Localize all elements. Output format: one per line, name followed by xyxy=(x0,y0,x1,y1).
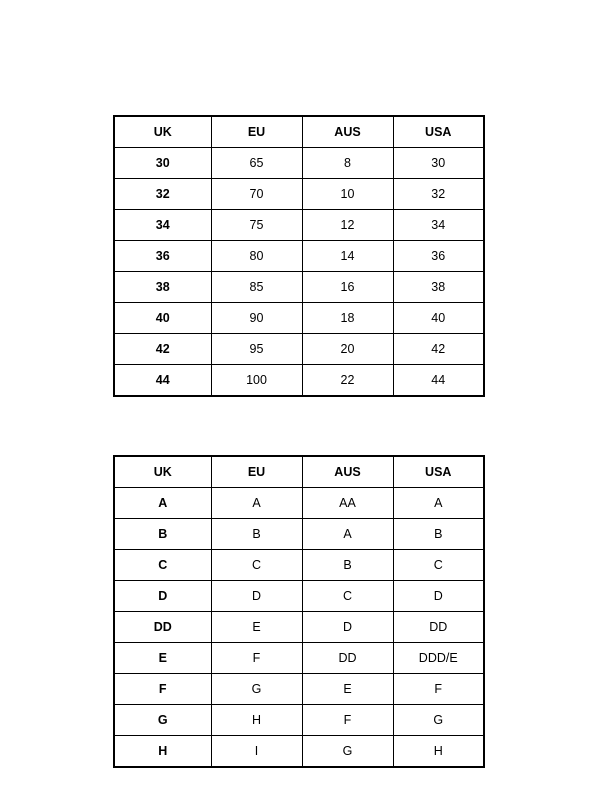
table-row xyxy=(114,550,484,581)
table-header-row xyxy=(114,456,484,488)
cell-eu: I xyxy=(211,736,302,768)
table-row xyxy=(114,303,484,334)
cell-uk: 44 xyxy=(114,365,211,397)
cell-usa: A xyxy=(393,488,484,519)
table-row xyxy=(114,736,484,768)
cell-usa: 44 xyxy=(393,365,484,397)
cell-uk: 32 xyxy=(114,179,211,210)
cell-aus: 18 xyxy=(302,303,393,334)
cell-uk: F xyxy=(114,674,211,705)
cell-uk: D xyxy=(114,581,211,612)
cell-usa: 30 xyxy=(393,148,484,179)
cell-uk: B xyxy=(114,519,211,550)
cell-aus: 16 xyxy=(302,272,393,303)
table-row xyxy=(114,179,484,210)
cell-uk: 40 xyxy=(114,303,211,334)
cell-uk: 30 xyxy=(114,148,211,179)
table-row xyxy=(114,581,484,612)
band-size-table-container xyxy=(113,115,485,397)
cell-eu: 85 xyxy=(211,272,302,303)
table-header-row xyxy=(114,116,484,148)
table-row xyxy=(114,272,484,303)
cell-usa: 40 xyxy=(393,303,484,334)
table-row xyxy=(114,612,484,643)
cell-aus: AA xyxy=(302,488,393,519)
band-size-table-head xyxy=(114,116,484,148)
band-size-table-body xyxy=(114,148,484,397)
cell-uk: 36 xyxy=(114,241,211,272)
cell-aus: F xyxy=(302,705,393,736)
cell-uk: G xyxy=(114,705,211,736)
cell-aus: A xyxy=(302,519,393,550)
column-header-usa: USA xyxy=(393,456,484,488)
cell-uk: H xyxy=(114,736,211,768)
cell-eu: F xyxy=(211,643,302,674)
cell-usa: 42 xyxy=(393,334,484,365)
table-row xyxy=(114,705,484,736)
table-row xyxy=(114,365,484,397)
cell-aus: 8 xyxy=(302,148,393,179)
cell-eu: A xyxy=(211,488,302,519)
column-header-eu: EU xyxy=(211,116,302,148)
cell-aus: 14 xyxy=(302,241,393,272)
table-row xyxy=(114,488,484,519)
cell-usa: H xyxy=(393,736,484,768)
cell-eu: 70 xyxy=(211,179,302,210)
cell-usa: 34 xyxy=(393,210,484,241)
cup-size-table-container xyxy=(113,455,485,768)
cell-eu: 100 xyxy=(211,365,302,397)
cell-usa: C xyxy=(393,550,484,581)
cell-eu: 90 xyxy=(211,303,302,334)
table-row xyxy=(114,674,484,705)
cell-aus: C xyxy=(302,581,393,612)
cell-eu: 80 xyxy=(211,241,302,272)
column-header-uk: UK xyxy=(114,116,211,148)
table-row xyxy=(114,241,484,272)
column-header-eu: EU xyxy=(211,456,302,488)
cell-eu: 95 xyxy=(211,334,302,365)
cell-uk: C xyxy=(114,550,211,581)
cell-usa: G xyxy=(393,705,484,736)
cell-usa: DDD/E xyxy=(393,643,484,674)
cell-eu: B xyxy=(211,519,302,550)
cell-aus: D xyxy=(302,612,393,643)
cell-aus: 10 xyxy=(302,179,393,210)
cell-usa: 36 xyxy=(393,241,484,272)
cell-uk: 42 xyxy=(114,334,211,365)
column-header-uk: UK xyxy=(114,456,211,488)
cell-eu: 65 xyxy=(211,148,302,179)
table-row xyxy=(114,210,484,241)
cell-eu: G xyxy=(211,674,302,705)
cell-uk: A xyxy=(114,488,211,519)
cell-usa: D xyxy=(393,581,484,612)
cell-uk: 34 xyxy=(114,210,211,241)
cell-eu: C xyxy=(211,550,302,581)
cell-aus: DD xyxy=(302,643,393,674)
cell-usa: F xyxy=(393,674,484,705)
column-header-aus: AUS xyxy=(302,116,393,148)
table-row xyxy=(114,643,484,674)
cell-eu: E xyxy=(211,612,302,643)
cell-aus: B xyxy=(302,550,393,581)
cell-aus: E xyxy=(302,674,393,705)
cell-uk: DD xyxy=(114,612,211,643)
table-row xyxy=(114,519,484,550)
cell-uk: E xyxy=(114,643,211,674)
cell-aus: G xyxy=(302,736,393,768)
cell-usa: 38 xyxy=(393,272,484,303)
column-header-usa: USA xyxy=(393,116,484,148)
cup-size-table-body xyxy=(114,488,484,768)
cup-size-table-head xyxy=(114,456,484,488)
cell-eu: D xyxy=(211,581,302,612)
cell-eu: H xyxy=(211,705,302,736)
table-row xyxy=(114,334,484,365)
table-row xyxy=(114,148,484,179)
cell-usa: DD xyxy=(393,612,484,643)
cell-aus: 12 xyxy=(302,210,393,241)
cell-usa: 32 xyxy=(393,179,484,210)
cell-aus: 22 xyxy=(302,365,393,397)
cup-size-table xyxy=(113,455,485,768)
cell-eu: 75 xyxy=(211,210,302,241)
band-size-table xyxy=(113,115,485,397)
cell-aus: 20 xyxy=(302,334,393,365)
cell-uk: 38 xyxy=(114,272,211,303)
cell-usa: B xyxy=(393,519,484,550)
column-header-aus: AUS xyxy=(302,456,393,488)
